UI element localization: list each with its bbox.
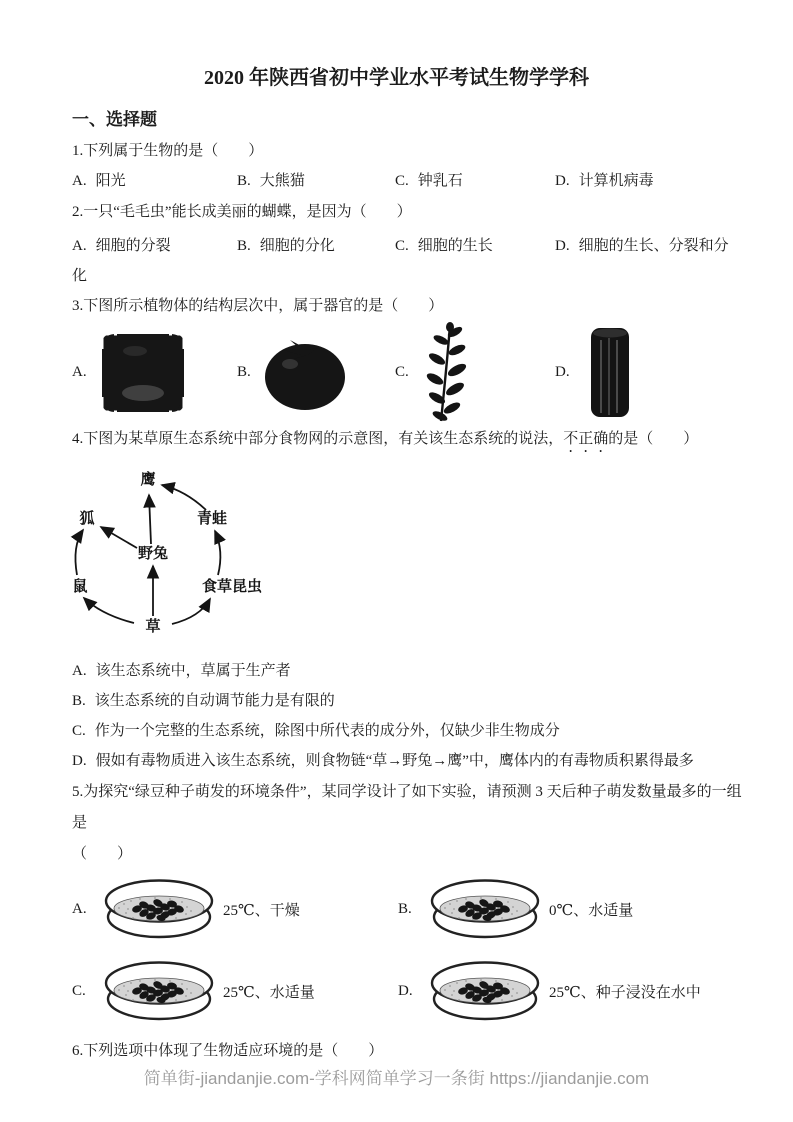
question-4 — [72, 428, 753, 776]
option-d — [555, 326, 638, 419]
option-b-text: 该生态系统的自动调节能力是有限的 — [94, 693, 335, 709]
petri-dish-seeds-image — [429, 878, 541, 940]
question-1 — [72, 140, 753, 192]
question-4-options — [72, 656, 753, 776]
option-c-text: 钟乳石 — [417, 173, 463, 189]
option-b-label: B. — [237, 173, 251, 189]
option-a-label: A. — [72, 900, 87, 917]
page-title: 2020 年陕西省初中学业水平考试生物学学科 — [204, 67, 589, 89]
stem-line-2: （ ） — [72, 846, 133, 862]
option-c — [72, 716, 753, 746]
option-b — [237, 231, 395, 261]
option-c-label: C. — [72, 723, 86, 739]
stem-post: 的是（ ） — [608, 431, 699, 447]
option-c-caption: 25℃、水适量 — [223, 984, 315, 1001]
question-5-stem — [72, 777, 753, 870]
option-a-text: 阳光 — [95, 173, 126, 189]
option-a — [72, 656, 753, 686]
option-d-text: 计算机病毒 — [578, 173, 654, 189]
question-6 — [72, 1040, 753, 1062]
petri-dish-seeds-image — [429, 960, 541, 1022]
question-6-stem: 6.下列选项中体现了生物适应环境的是（ ） — [72, 1043, 384, 1059]
option-d-label: D. — [398, 982, 413, 999]
stem-segment-image — [580, 326, 638, 419]
option-c-label: C. — [395, 238, 409, 254]
food-web-node-fox: 狐 — [79, 511, 95, 527]
stem-pre: 4.下图为某草原生态系统中部分食物网的示意图，有关该生态系统的说法， — [72, 431, 564, 447]
question-2 — [72, 201, 753, 291]
watermark-footer: 简单街-jiandanjie.com-学科网简单学习一条街 https://jiandanjie.com — [143, 1069, 650, 1088]
option-d-text: 细胞的生长、分裂和分化 — [72, 238, 729, 284]
food-web-node-eagle: 鹰 — [140, 472, 156, 488]
option-c-label: C. — [72, 982, 86, 999]
stem-line-1: 5.为探究“绿豆种子萌发的环境条件”，某同学设计了如下实验，请预测 3 天后种子萌发数量最多的一组是 — [72, 784, 742, 831]
option-b — [72, 686, 753, 716]
food-web-node-rat: 鼠 — [72, 579, 88, 595]
option-d-caption: 25℃、种子浸没在水中 — [549, 984, 701, 1001]
option-c — [72, 954, 398, 1028]
option-d-label: D. — [555, 173, 570, 189]
option-b-label: B. — [237, 364, 251, 380]
question-3-stem: 3.下图所示植物体的结构层次中，属于器官的是（ ） — [72, 298, 444, 314]
question-5-options — [72, 872, 753, 1028]
option-b-label: B. — [72, 693, 86, 709]
food-web-diagram — [60, 463, 332, 653]
question-1-stem: 1.下列属于生物的是（ ） — [72, 143, 264, 159]
question-5 — [72, 777, 753, 1028]
petri-dish-seeds-image — [103, 960, 215, 1022]
option-a-label: A. — [72, 238, 87, 254]
option-b — [398, 872, 753, 946]
option-c — [395, 231, 555, 261]
option-a-caption: 25℃、干燥 — [223, 902, 300, 919]
stem-emphasized-text: 不正确 — [563, 431, 609, 447]
option-a-text: 该生态系统中，草属于生产者 — [95, 663, 291, 679]
option-a-text: 细胞的分裂 — [95, 238, 171, 254]
option-c-label: C. — [395, 364, 409, 380]
section-heading: 一、选择题 — [72, 110, 157, 129]
option-c — [395, 170, 555, 192]
tomato-fruit-image — [261, 335, 347, 411]
option-a — [72, 331, 237, 415]
option-b-label: B. — [237, 238, 251, 254]
option-d-text: 假如有毒物质进入该生态系统，则食物链“草→野兔→鹰”中，鹰体内的有毒物质积累得最多 — [95, 753, 694, 769]
option-d — [72, 746, 753, 776]
option-a — [72, 170, 237, 192]
option-d-label: D. — [72, 753, 87, 769]
option-a-label: A. — [72, 663, 87, 679]
option-b — [237, 170, 395, 192]
option-b-text: 细胞的分化 — [259, 238, 335, 254]
food-web-node-frog: 青蛙 — [196, 511, 228, 527]
option-a — [72, 231, 237, 261]
option-d — [555, 173, 654, 189]
option-a-label: A. — [72, 173, 87, 189]
food-web-node-grass: 草 — [145, 619, 161, 635]
option-c-text: 细胞的生长 — [417, 238, 493, 254]
petri-dish-seeds-image — [103, 878, 215, 940]
option-a — [72, 872, 398, 946]
option-d — [398, 954, 753, 1028]
food-web-node-hare: 野兔 — [137, 546, 169, 562]
option-a-label: A. — [72, 364, 87, 380]
question-2-options — [72, 231, 732, 291]
dark-tissue-square-image — [97, 331, 189, 415]
question-3 — [72, 295, 753, 423]
food-web-node-herbivorous-insect: 食草昆虫 — [201, 579, 263, 595]
option-c-text: 作为一个完整的生态系统，除图中所代表的成分外，仅缺少非生物成分 — [94, 723, 560, 739]
option-d-label: D. — [555, 364, 570, 380]
option-b-text: 大熊猫 — [259, 173, 305, 189]
question-2-stem: 2.一只“毛毛虫”能长成美丽的蝴蝶，是因为（ ） — [72, 204, 412, 220]
option-b-label: B. — [398, 900, 412, 917]
question-3-options — [72, 322, 753, 423]
question-1-options — [72, 170, 753, 192]
whole-plant-image — [419, 322, 473, 423]
option-d-label: D. — [555, 238, 570, 254]
question-4-stem — [72, 428, 753, 456]
option-b-caption: 0℃、水适量 — [549, 902, 634, 919]
option-c — [395, 322, 555, 423]
option-c-label: C. — [395, 173, 409, 189]
option-b — [237, 335, 395, 411]
